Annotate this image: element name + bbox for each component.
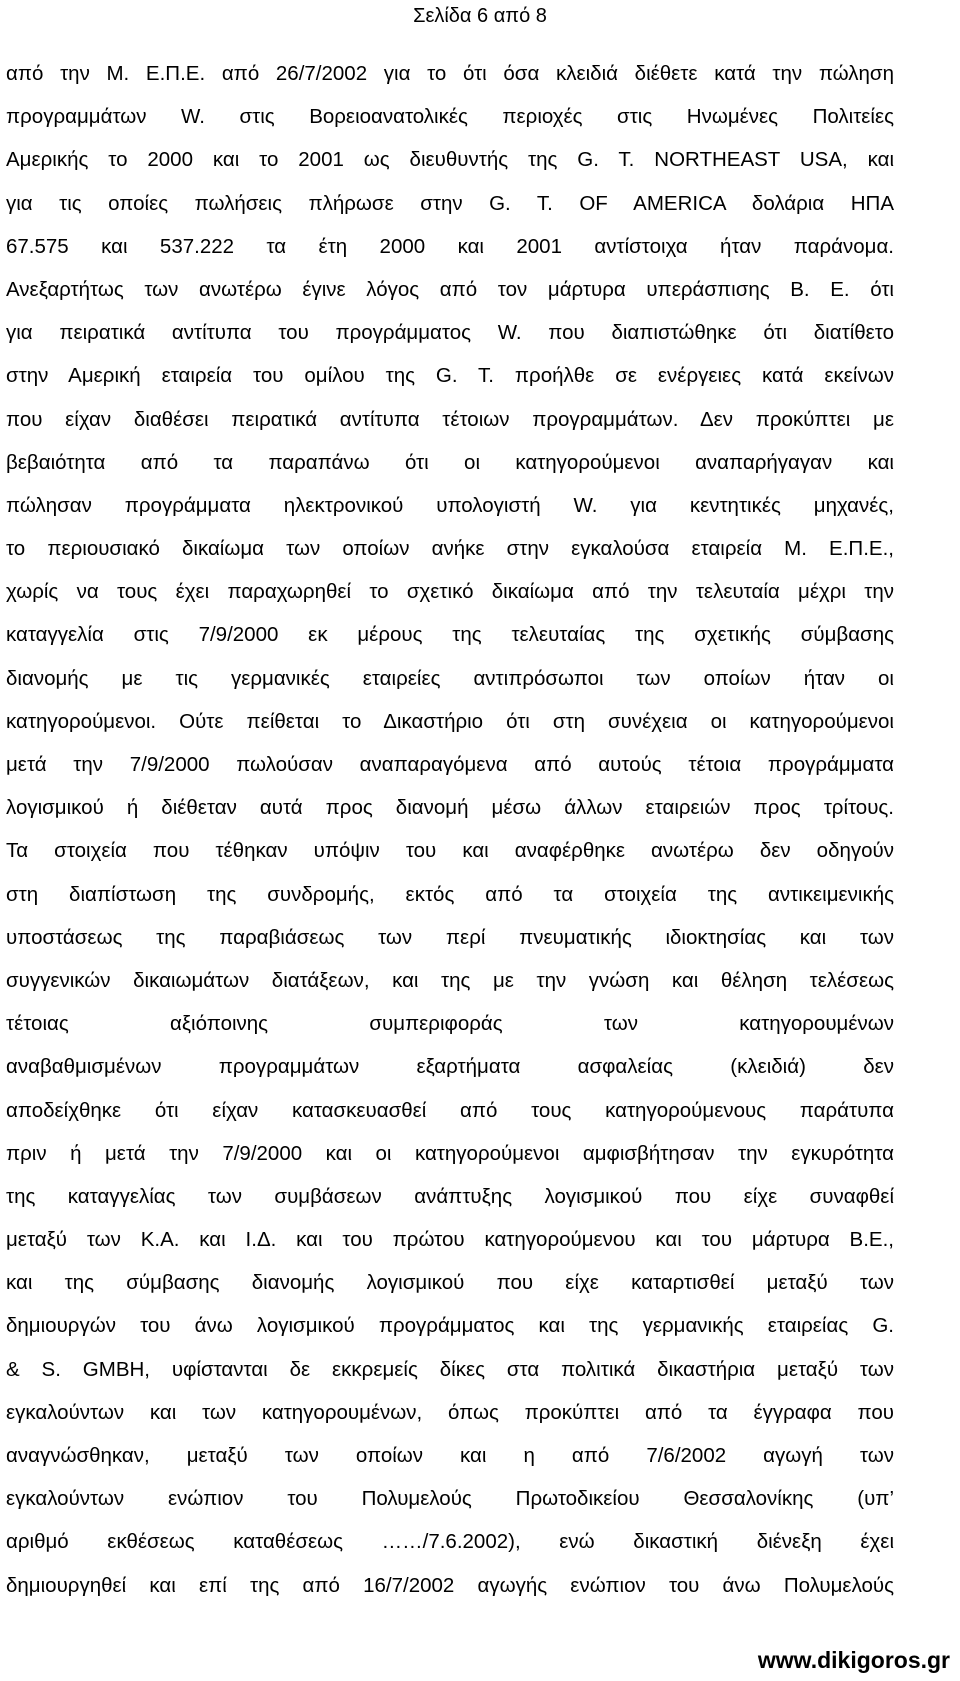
text-line: διανομής με τις γερμανικές εταιρείες αντιπρόσωποι των οποίων ήταν οι [6, 666, 894, 690]
text-line: κατηγορούμενοι. Ούτε πείθεται το Δικαστήριο ότι στη συνέχεια οι κατηγορούμενοι [6, 709, 894, 733]
text-line: 67.575 και 537.222 τα έτη 2000 και 2001 αντίστοιχα ήταν παράνομα. [6, 234, 894, 258]
text-line: Αμερικής το 2000 και το 2001 ως διευθυντής της G. T. NORTHEAST USA, και [6, 148, 894, 172]
text-line: βεβαιότητα από τα παραπάνω ότι οι κατηγορούμενοι αναπαρήγαγαν και [6, 450, 894, 474]
text-line: που είχαν διαθέσει πειρατικά αντίτυπα τέτοιων προγραμμάτων. Δεν προκύπτει με [6, 407, 894, 431]
text-line: αναβαθμισμένων προγραμμάτων εξαρτήματα ασφαλείας (κλειδιά) δεν [6, 1055, 894, 1079]
text-line: & S. GMBH, υφίστανται δε εκκρεμείς δίκες στα πολιτικά δικαστήρια μεταξύ των [6, 1357, 894, 1381]
text-line: εγκαλούντων ενώπιον του Πολυμελούς Πρωτοδικείου Θεσσαλονίκης (υπ’ [6, 1487, 894, 1511]
text-line: συγγενικών δικαιωμάτων διατάξεων, και της με την γνώση και θέληση τελέσεως [6, 968, 894, 992]
text-line: αποδείχθηκε ότι είχαν κατασκευασθεί από τους κατηγορούμενους παράτυπα [6, 1098, 894, 1122]
text-line: εγκαλούντων και των κατηγορουμένων, όπως προκύπτει από τα έγγραφα που [6, 1400, 894, 1424]
text-line: Ανεξαρτήτως των ανωτέρω έγινε λόγος από τον μάρτυρα υπεράσπισης Β. Ε. ότι [6, 277, 894, 301]
text-line: για τις οποίες πωλήσεις πλήρωσε στην G. T. OF AMERICA δολάρια ΗΠΑ [6, 191, 894, 215]
text-line: το περιουσιακό δικαίωμα των οποίων ανήκε στην εγκαλούσα εταιρεία Μ. Ε.Π.Ε., [6, 537, 894, 561]
document-body [6, 52, 894, 1607]
text-line: μετά την 7/9/2000 πωλούσαν αναπαραγόμενα από αυτούς τέτοια προγράμματα [6, 753, 894, 776]
text-line: της καταγγελίας των συμβάσεων ανάπτυξης λογισμικού που είχε συναφθεί [6, 1184, 894, 1208]
text-line: προγραμμάτων W. στις Βορειοανατολικές περιοχές στις Ηνωμένες Πολιτείες [6, 105, 894, 129]
website-footer: www.dikigoros.gr [757, 1647, 950, 1673]
text-line: από την Μ. Ε.Π.Ε. από 26/7/2002 για το ότι όσα κλειδιά διέθετε κατά την πώληση [6, 62, 894, 85]
text-line: χωρίς να τους έχει παραχωρηθεί το σχετικό δικαίωμα από την τελευταία μέχρι την [6, 580, 894, 604]
text-line: καταγγελία στις 7/9/2000 εκ μέρους της τελευταίας της σχετικής σύμβασης [6, 623, 894, 647]
text-line: αριθμό εκθέσεως καταθέσεως ……/7.6.2002), ενώ δικαστική διένεξη έχει [6, 1530, 894, 1554]
text-line: για πειρατικά αντίτυπα του προγράμματος W. που διαπιστώθηκε ότι διατίθετο [6, 321, 894, 345]
text-line: πώλησαν προγράμματα ηλεκτρονικού υπολογιστή W. για κεντητικές μηχανές, [6, 493, 894, 517]
text-line: στη διαπίστωση της συνδρομής, εκτός από τα στοιχεία της αντικειμενικής [6, 882, 894, 906]
text-line: μεταξύ των Κ.Α. και Ι.Δ. και του πρώτου κατηγορούμενου και του μάρτυρα Β.Ε., [6, 1228, 894, 1252]
text-line: δημιουργών του άνω λογισμικού προγράμματος και της γερμανικής εταιρείας G. [6, 1314, 894, 1338]
text-line: δημιουργηθεί και επί της από 16/7/2002 αγωγής ενώπιον του άνω Πολυμελούς [6, 1573, 894, 1597]
text-line: αναγνώσθηκαν, μεταξύ των οποίων και η από 7/6/2002 αγωγή των [6, 1444, 894, 1467]
text-line: υποστάσεως της παραβιάσεως των περί πνευματικής ιδιοκτησίας και των [6, 925, 894, 949]
text-line: και της σύμβασης διανομής λογισμικού που είχε καταρτισθεί μεταξύ των [6, 1271, 894, 1295]
text-line: στην Αμερική εταιρεία του ομίλου της G. T. προήλθε σε ενέργειες κατά εκείνων [6, 364, 894, 388]
text-line: πριν ή μετά την 7/9/2000 και οι κατηγορούμενοι αμφισβήτησαν την εγκυρότητα [6, 1141, 894, 1165]
text-line: τέτοιας αξιόποινης συμπεριφοράς των κατηγορουμένων [6, 1012, 894, 1036]
text-line: λογισμικού ή διέθεταν αυτά προς διανομή μέσω άλλων εταιρειών προς τρίτους. [6, 796, 894, 820]
page-number-header: Σελίδα 6 από 8 [413, 5, 547, 27]
text-line: Τα στοιχεία που τέθηκαν υπόψιν του και αναφέρθηκε ανωτέρω δεν οδηγούν [6, 839, 894, 863]
